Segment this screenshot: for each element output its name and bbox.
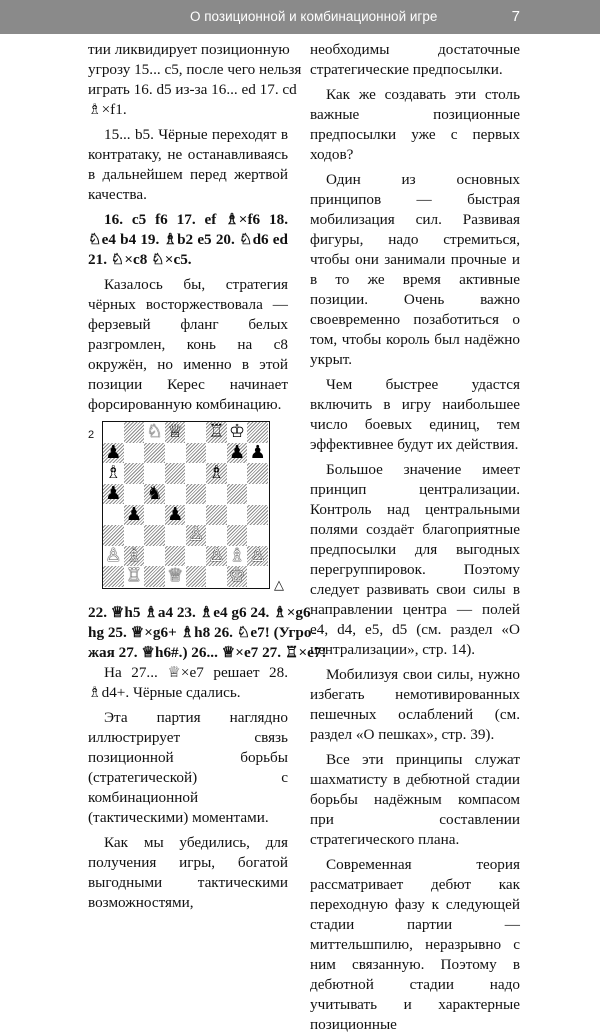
board-square [186, 546, 207, 567]
white-knight-icon: ♘ [146, 421, 163, 442]
moves-line: 22. ♕h5 ♗a4 23. ♗e4 g6 24. ♗×g6 [88, 604, 311, 621]
board-square [206, 443, 227, 464]
black-queen-icon: ♕ [167, 421, 184, 442]
chess-board [102, 421, 270, 589]
board-square [186, 422, 207, 443]
white-bishop-icon: ♗ [125, 544, 142, 566]
board-square [165, 546, 186, 567]
black-pawn-icon: ♟ [167, 503, 184, 525]
left-column [88, 40, 327, 913]
black-pawn-icon: ♟ [249, 441, 266, 463]
white-pawn-icon: ♙ [249, 544, 266, 566]
board-square [227, 463, 248, 484]
board-square [124, 443, 145, 464]
board-square [227, 505, 248, 526]
board-square [103, 505, 124, 526]
board-square [144, 505, 165, 526]
board-square [206, 505, 227, 526]
board-square [206, 525, 227, 546]
paragraph-principles: Все эти принципы служат шахматисту в дебютной стадии борьбы надёжным компасом при составлении стратегического плана. [310, 751, 520, 848]
chess-diagram [88, 421, 288, 597]
white-queen-icon: ♕ [167, 565, 184, 587]
black-pawn-icon: ♟ [105, 482, 122, 504]
board-square [144, 566, 165, 587]
black-pawn-icon: ♟ [228, 441, 246, 463]
board-square [247, 505, 268, 526]
paragraph-illustrates: Эта партия наглядно иллюстрирует связь позиционной борьбы (стратегической) с комбинационной (тактическими) моментами. [88, 709, 288, 826]
board-square [165, 463, 186, 484]
white-rook-icon: ♖ [125, 565, 142, 587]
board-square [247, 484, 268, 505]
paragraph-resign: На 27... ♕×e7 решает 28. ♗d4+. Чёрные сдались. [88, 664, 288, 701]
paragraph-strategy: Казалось бы, стратегия чёрных восторжествовала — ферзевый фланг белых разгромлен, конь на c8 окружён, но именно в этой позиции Керес начинает форсированную комбинацию. [88, 276, 288, 413]
white-pawn-icon: ♙ [105, 544, 122, 566]
board-square [165, 443, 186, 464]
moves-line: hg 25. ♕×g6+ ♗h8 26. ♘e7! (Угро- [88, 624, 317, 641]
black-pawn-icon: ♟ [105, 441, 122, 463]
text-line: играть 16. d5 из-за 16... ed 17. cd [88, 81, 297, 98]
white-bishop-icon: ♗ [228, 544, 246, 566]
paragraph-question: Как же создавать эти столь важные позиционные предпосылки уже с первых ходов? [310, 86, 520, 163]
board-square [124, 525, 145, 546]
white-to-move-icon: △ [274, 577, 284, 592]
board-square [144, 525, 165, 546]
board-square [144, 463, 165, 484]
board-square [227, 484, 248, 505]
board-square [186, 463, 207, 484]
white-pawn-icon: ♙ [187, 524, 204, 546]
paragraph-mobilization: Один из основных принципов — быстрая мобилизация сил. Развивая фигуры, надо стремиться, чтобы они занимали прочные и в то же время активные позиции. Очень важно своевременно позаботиться о том, чтобы король был надёжно укрыт. [310, 171, 520, 368]
diagram-number: 2 [88, 429, 95, 441]
board-square [186, 505, 207, 526]
moves-16-21: 16. c5 f6 17. ef ♗×f6 18. ♘e4 b4 19. ♗b2 e5 20. ♘d6 ed 21. ♘×c8 ♘×c5. [88, 211, 288, 268]
board-square [103, 422, 124, 443]
board-square [124, 422, 145, 443]
board-square [144, 546, 165, 567]
board-square [124, 484, 145, 505]
board-square [165, 484, 186, 505]
black-king-icon: ♔ [228, 421, 246, 442]
white-pawn-icon: ♙ [208, 544, 225, 566]
board-square [247, 422, 268, 443]
paragraph-pawn-weakness: Мобилизуя свои силы, нужно избегать немотивированных пешечных ослаблений (см. раздел «О пешках», стр. 39). [310, 666, 520, 743]
intro-paragraph [88, 40, 302, 120]
moves-line: жая 27. ♕h6#.) 26... ♕×e7 27. ♖×e7! [88, 644, 327, 661]
text-line: тии ликвидирует позиционную [88, 41, 290, 58]
board-square [186, 443, 207, 464]
black-knight-icon: ♞ [146, 482, 163, 504]
paragraph-tactics: Как мы убедились, для получения игры, богатой выгодными тактическими возможностями, [88, 834, 288, 911]
board-square [124, 463, 145, 484]
board-square [103, 566, 124, 587]
board-square [165, 525, 186, 546]
paragraph-opening-theory: Современная теория рассматривает дебют как переходную фазу к следующей стадии партии — миттельшпилю, неразрывно с ним связанную. Поэтому в дебютной стадии надо учитывать и характерные позиционные [310, 856, 520, 1033]
board-square [186, 484, 207, 505]
paragraph-centralization: Большое значение имеет принцип централизации. Контроль над центральными полями создаёт благоприятные предпосылки для выгодных перегруппировок. Поэтому следует развивать свои силы в направлении центра — полей e4, d4, e5, d5 (см. раздел «О централизации», стр. 14). [310, 461, 520, 658]
black-pawn-icon: ♟ [125, 503, 142, 525]
board-square [247, 566, 268, 587]
paragraph-move-15: 15... b5. Чёрные переходят в контратаку, не останавливаясь в дальнейшем перед жертвой качества. [88, 126, 288, 203]
chapter-title: О позиционной и комбинационной игре [190, 9, 438, 24]
board-square [227, 525, 248, 546]
board-square [144, 443, 165, 464]
black-bishop-icon: ♗ [105, 462, 122, 484]
board-square [206, 484, 227, 505]
text-line: угрозу 15... c5, после чего нельзя [88, 61, 302, 78]
board-square [247, 525, 268, 546]
paragraph-continued: необходимы достаточные стратегические предпосылки. [310, 41, 520, 78]
moves-22-27 [88, 603, 327, 663]
black-rook-icon: ♖ [208, 421, 225, 442]
board-square [206, 566, 227, 587]
board-square [186, 566, 207, 587]
running-header [0, 0, 600, 34]
white-king-icon: ♔ [228, 565, 246, 587]
text-line: ♗×f1. [88, 101, 127, 118]
page-number: 7 [511, 8, 520, 25]
paragraph-faster: Чем быстрее удастся включить в игру наибольшее число боевых единиц, тем эффективнее будут их действия. [310, 376, 520, 453]
board-square [103, 525, 124, 546]
board-square [247, 463, 268, 484]
right-column [310, 40, 520, 1035]
black-bishop-icon: ♗ [208, 462, 225, 484]
